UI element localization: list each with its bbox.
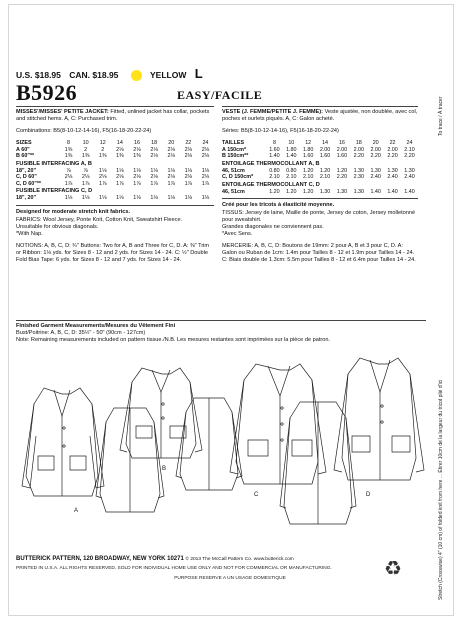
table-cell: 1.30 xyxy=(353,167,365,174)
french-column xyxy=(222,106,418,269)
garment-desc: Fitted, unlined jacket has collar, pockets and stitched hems. A, C: Purchased trim. xyxy=(16,109,210,122)
view-c-front-drawing xyxy=(230,364,326,484)
table-cell: 1⅞ xyxy=(150,180,158,187)
table-header-cell: SIZES xyxy=(16,140,32,146)
interfacing-cd-label: ENTOILAGE THERMOCOLLANT C, D xyxy=(222,181,320,188)
table-cell: 1⅛ xyxy=(64,195,73,201)
table-row xyxy=(16,153,214,160)
table-cell: 1.30 xyxy=(387,167,398,174)
table-header-cell: 24 xyxy=(202,140,209,146)
view-b-back-drawing xyxy=(176,398,242,490)
table-cell: 2⅛ xyxy=(184,153,193,159)
color-label: YELLOW xyxy=(150,70,187,80)
table-cell: 2 xyxy=(101,146,105,153)
table-cell: 1.40 xyxy=(387,188,398,195)
stretch-gauge-text: Stretch (Crosswise) 4" (10 cm) of folded knit from here ... Étirer 10cm de la largeur du tricot plié d'ici xyxy=(438,379,444,600)
interfacing-ab-table xyxy=(16,168,214,188)
table-cell: 1.60 xyxy=(302,153,314,159)
garment-title: MISSES'/MISSES' PETITE JACKET: xyxy=(16,109,109,115)
table-cell: 2.00 xyxy=(370,146,381,153)
table-cell: 1.20 xyxy=(302,167,314,174)
table-header-cell: 14 xyxy=(116,140,123,146)
table-cell: C, D 60" xyxy=(16,174,37,180)
table-header-cell: 8 xyxy=(272,140,276,146)
table-cell: 1⅛ xyxy=(133,195,141,201)
table-header-cell: 8 xyxy=(67,140,71,146)
table-cell: 1⅛ xyxy=(167,167,175,174)
table-cell: 1⅜ xyxy=(99,153,107,159)
table-header-cell: 20 xyxy=(372,140,379,146)
table-header-cell: 10 xyxy=(82,140,89,146)
copyright: © 2013 The McCall Pattern Co. xyxy=(185,557,253,562)
divider xyxy=(222,198,418,199)
notions: NOTIONS: A, B, C, D: ¾" Buttons: Two for A, B and Three for C, D. A: ⅜" Trim or Ribbon: 1⅛ yds. for Sizes 8 - 12 and 2 yds. for Sizes 14 - 24. C: ½" Double Fold Bias Tape: 6 yds. for Sizes 8 - 12 and 7 yds. for Sizes 14 - 24. xyxy=(16,242,210,263)
table-cell: 1⅜ xyxy=(116,153,124,159)
garment-desc: Veste ajustée, non doublée, avec col, poches et ourlets piqués. A, C: Galon acheté. xyxy=(222,109,418,122)
table-cell: 2.20 xyxy=(336,174,348,180)
table-cell: 2.10 xyxy=(286,174,297,180)
table-cell: 1.20 xyxy=(269,188,280,195)
table-header-cell: 10 xyxy=(288,140,295,146)
table-cell: 2.00 xyxy=(387,146,398,153)
table-cell: 2⅛ xyxy=(201,153,210,159)
fabrics: FABRICS: Wool Jersey, Ponte Knit, Cotton Knit, Sweatshirt Fleece. xyxy=(16,216,183,223)
table-cell: 1⅞ xyxy=(99,180,107,187)
combinations: Combinations: B5(8-10-12-14-16), F5(16-18-20-22-24) xyxy=(16,128,152,134)
table-cell: 2⅛ xyxy=(201,146,210,153)
table-cell: 1⅛ xyxy=(201,167,210,174)
view-label: C xyxy=(254,492,259,498)
table-cell: 46, 51cm xyxy=(222,167,245,174)
table-cell: 1.30 xyxy=(353,188,365,195)
divider xyxy=(16,320,426,321)
finished-title: Finished Garment Measurements/Mesures du Vêtement Fini xyxy=(16,323,176,329)
table-cell: 2.10 xyxy=(319,174,331,180)
pattern-number: B5926 xyxy=(16,80,78,105)
table-cell: 2⅛ xyxy=(167,146,175,153)
table-cell: 1⅛ xyxy=(150,167,158,174)
view-b-front-drawing xyxy=(120,368,202,458)
table-header-cell: TAILLES xyxy=(222,140,245,146)
table-row xyxy=(222,174,418,181)
interfacing-cd-table xyxy=(222,189,418,196)
description xyxy=(16,109,214,123)
price-line xyxy=(16,66,209,81)
table-cell: 2⅛ xyxy=(116,146,124,153)
vertical-trace-label: To trace / À tracer xyxy=(438,96,444,136)
table-cell: 1.60 xyxy=(336,153,348,159)
table-cell: 1.40 xyxy=(370,188,381,195)
table-cell: 1.20 xyxy=(286,188,297,195)
interfacing-ab-label: ENTOILAGE THERMOCOLLANT A, B xyxy=(222,160,320,167)
table-cell: 2.00 xyxy=(319,146,331,153)
nap-note: *With Nap. xyxy=(16,230,43,237)
table-cell: 1⅛ xyxy=(99,167,107,174)
yellow-dot-icon xyxy=(131,70,142,81)
table-cell: 1⅛ xyxy=(201,195,210,201)
table-cell: 1⅛ xyxy=(99,195,107,201)
view-a-front-drawing xyxy=(22,388,104,496)
table-cell: 1⅛ xyxy=(184,195,193,201)
table-cell: 1⅞ xyxy=(81,180,90,187)
table-cell: 2.00 xyxy=(336,146,348,153)
interfacing-cd-table xyxy=(16,195,214,202)
table-header-cell: 12 xyxy=(305,140,312,146)
table-header-cell: 20 xyxy=(168,140,175,146)
nap-note: *Avec Sens. xyxy=(222,231,253,237)
table-cell: 1.80 xyxy=(286,146,297,153)
view-label: A xyxy=(74,508,79,514)
table-header-cell: 18 xyxy=(151,140,158,146)
view-label: D xyxy=(366,492,371,498)
table-cell: 2.40 xyxy=(404,174,415,180)
table-header-cell: 22 xyxy=(389,140,396,146)
table-cell: ⅞ xyxy=(83,167,88,174)
table-cell: 2⅛ xyxy=(81,174,90,180)
view-d-front-drawing xyxy=(334,358,424,480)
table-cell: ⅞ xyxy=(66,167,71,174)
table-cell: 1.40 xyxy=(404,188,415,195)
table-cell: 1⅛ xyxy=(133,167,141,174)
table-cell: 2.10 xyxy=(302,174,314,180)
interfacing-ab-table xyxy=(222,168,418,181)
table-cell: 1.20 xyxy=(336,167,348,174)
table-cell: 2.20 xyxy=(404,153,415,159)
interfacing-ab-label: FUSIBLE INTERFACING A, B xyxy=(16,160,92,167)
table-cell: C, D 150cm* xyxy=(222,174,254,180)
table-cell: 2⅛ xyxy=(167,174,175,180)
table-cell: A 60" xyxy=(16,146,30,153)
table-row xyxy=(222,189,418,196)
table-cell: 2⅛ xyxy=(99,174,107,180)
table-cell: B 60"** xyxy=(16,153,35,159)
table-cell: 2⅛ xyxy=(150,146,158,153)
divider xyxy=(16,205,214,206)
unsuitable: Grandes diagonales ne conviennent pas. xyxy=(222,224,324,230)
table-cell: 1.20 xyxy=(319,167,331,174)
table-header-cell: 22 xyxy=(185,140,192,146)
fabrics: TISSUS: Jersey de laine, Maille de ponte, Jersey de coton, Jersey molletonné pour sweatshirt. xyxy=(222,210,416,223)
website: www.butterick.com xyxy=(253,557,294,562)
table-cell: 1⅜ xyxy=(81,153,90,159)
table-cell: 1⅜ xyxy=(64,153,73,159)
table-header-cell: 16 xyxy=(133,140,140,146)
table-cell: 46, 51cm xyxy=(222,188,245,195)
table-header-cell: 16 xyxy=(338,140,345,146)
us-price: U.S. $18.95 xyxy=(16,70,61,80)
interfacing-cd-label: FUSIBLE INTERFACING C, D xyxy=(16,188,93,194)
table-cell: 2.30 xyxy=(353,174,365,180)
table-cell: 1⅞ xyxy=(201,180,210,187)
yardage-table xyxy=(16,140,214,160)
table-cell: 2⅛ xyxy=(184,174,193,180)
table-cell: 2⅛ xyxy=(184,146,193,153)
difficulty-label: EASY/FACILE xyxy=(177,88,263,102)
table-cell: 1⅛ xyxy=(116,167,124,174)
table-cell: 2⅛ xyxy=(133,174,141,180)
table-cell: 1⅛ xyxy=(81,195,90,201)
table-cell: 18", 20" xyxy=(16,167,37,174)
view-label: B xyxy=(162,466,167,472)
table-cell: 1⅛ xyxy=(150,195,158,201)
french-rights-line: PURPOSE RESERVE A UN USAGE DOMESTIQUE xyxy=(174,576,286,581)
table-cell: 1.30 xyxy=(319,188,331,195)
table-cell: 1.30 xyxy=(370,167,381,174)
view-a-back-drawing xyxy=(96,408,167,512)
description xyxy=(222,109,418,123)
can-price: CAN. $18.95 xyxy=(69,70,119,80)
company-line xyxy=(16,556,294,562)
table-row xyxy=(222,153,418,160)
technical-drawings xyxy=(14,346,428,546)
table-cell: 1.60 xyxy=(319,153,331,159)
table-cell: C, D 60"** xyxy=(16,180,42,187)
designed-for: Créé pour les tricots à élasticité moyenne. xyxy=(222,202,335,208)
table-cell: 1⅜ xyxy=(64,146,73,153)
table-cell: 2⅛ xyxy=(201,174,210,180)
bust-measurement: Bust/Poitrine: A, B, C, D: 35½" - 50" (90cm - 127cm) xyxy=(16,330,146,336)
table-cell: 1.40 xyxy=(286,153,297,159)
rights-line: PRINTED IN U.S.A. ALL RIGHTS RESERVED. SOLD FOR INDIVIDUAL HOME USE ONLY AND NOT FOR COMMERCIAL OR MANUFACTURING. xyxy=(16,566,332,571)
table-cell: 1⅞ xyxy=(167,180,175,187)
table-cell: 1.40 xyxy=(269,153,280,159)
table-row xyxy=(16,181,214,188)
finished-measurements xyxy=(16,320,426,344)
table-cell: 1.80 xyxy=(302,146,314,153)
notions: MERCERIE: A, B, C, D: Boutons de 19mm: 2 pour A, B et 3 pour C, D. A: Galon ou Ruban de 1cm: 1.4m pour Tailles 8 - 12 et 1.9m pour Tailles 14 - 24. C: Biais double de 1.3cm: 5.5m pour Tailles 8 - 12 et 6.4m pour Tailles 14 - 24. xyxy=(222,243,416,263)
table-cell: 2⅛ xyxy=(150,174,158,180)
table-row xyxy=(16,195,214,202)
table-cell: 2⅛ xyxy=(116,174,124,180)
table-cell: 1⅜ xyxy=(133,153,141,159)
table-cell: B 150cm** xyxy=(222,153,249,159)
table-cell: 2⅛ xyxy=(167,153,175,159)
table-cell: 2.20 xyxy=(387,153,398,159)
table-cell: 2.10 xyxy=(269,174,280,180)
size-code: L xyxy=(194,66,203,81)
table-cell: 1.30 xyxy=(404,167,415,174)
table-cell: 2⅛ xyxy=(133,146,141,153)
table-cell: 1⅛ xyxy=(116,195,124,201)
table-cell: 1⅞ xyxy=(133,180,141,187)
table-cell: 2.20 xyxy=(353,153,365,159)
english-column xyxy=(16,106,214,269)
table-cell: 0.80 xyxy=(286,167,297,174)
metrage-table xyxy=(222,140,418,160)
designed-for: Designed for moderate stretch knit fabrics. xyxy=(16,208,131,215)
company-address: BUTTERICK PATTERN, 120 BROADWAY, NEW YORK 10271 xyxy=(16,556,184,562)
divider xyxy=(16,106,214,107)
table-header-cell: 12 xyxy=(99,140,106,146)
table-cell: 2.40 xyxy=(387,174,398,180)
table-cell: A 150cm* xyxy=(222,146,247,153)
table-cell: 2.40 xyxy=(370,174,381,180)
table-cell: 2 xyxy=(84,146,88,153)
measurement-note: Note: Remaining measurements included on pattern tissue./N.B. Les mesures restantes sont imprimées sur la pièce de patron. xyxy=(16,337,331,343)
table-cell: 2⅛ xyxy=(150,153,158,159)
table-cell: 1.20 xyxy=(302,188,314,195)
table-cell: 1⅞ xyxy=(184,180,193,187)
table-header-cell: 24 xyxy=(406,140,413,146)
table-header-cell: 18 xyxy=(355,140,362,146)
table-cell: 1⅛ xyxy=(184,167,193,174)
table-cell: 1⅞ xyxy=(116,180,124,187)
table-cell: 0.80 xyxy=(269,167,280,174)
table-cell: 2⅛ xyxy=(64,174,73,180)
table-cell: 1.30 xyxy=(336,188,348,195)
table-cell: 1⅛ xyxy=(167,195,175,201)
table-cell: 1⅞ xyxy=(64,180,73,187)
table-cell: 1.60 xyxy=(269,146,280,153)
recycle-icon: ♻ xyxy=(384,558,402,580)
unsuitable: Unsuitable for obvious diagonals. xyxy=(16,223,99,230)
table-header-cell: 14 xyxy=(322,140,329,146)
table-cell: 2.10 xyxy=(404,146,415,153)
table-cell: 2.00 xyxy=(353,146,365,153)
table-cell: 2.20 xyxy=(370,153,381,159)
garment-title: VESTE (J. FEMME/PETITE J. FEMME): xyxy=(222,109,324,115)
jacket-line-drawings xyxy=(14,346,428,546)
series: Séries: B5(8-10-12-14-16), F5(16-18-20-22-24) xyxy=(222,128,339,134)
table-cell: 18", 20" xyxy=(16,195,37,201)
divider xyxy=(222,106,418,107)
